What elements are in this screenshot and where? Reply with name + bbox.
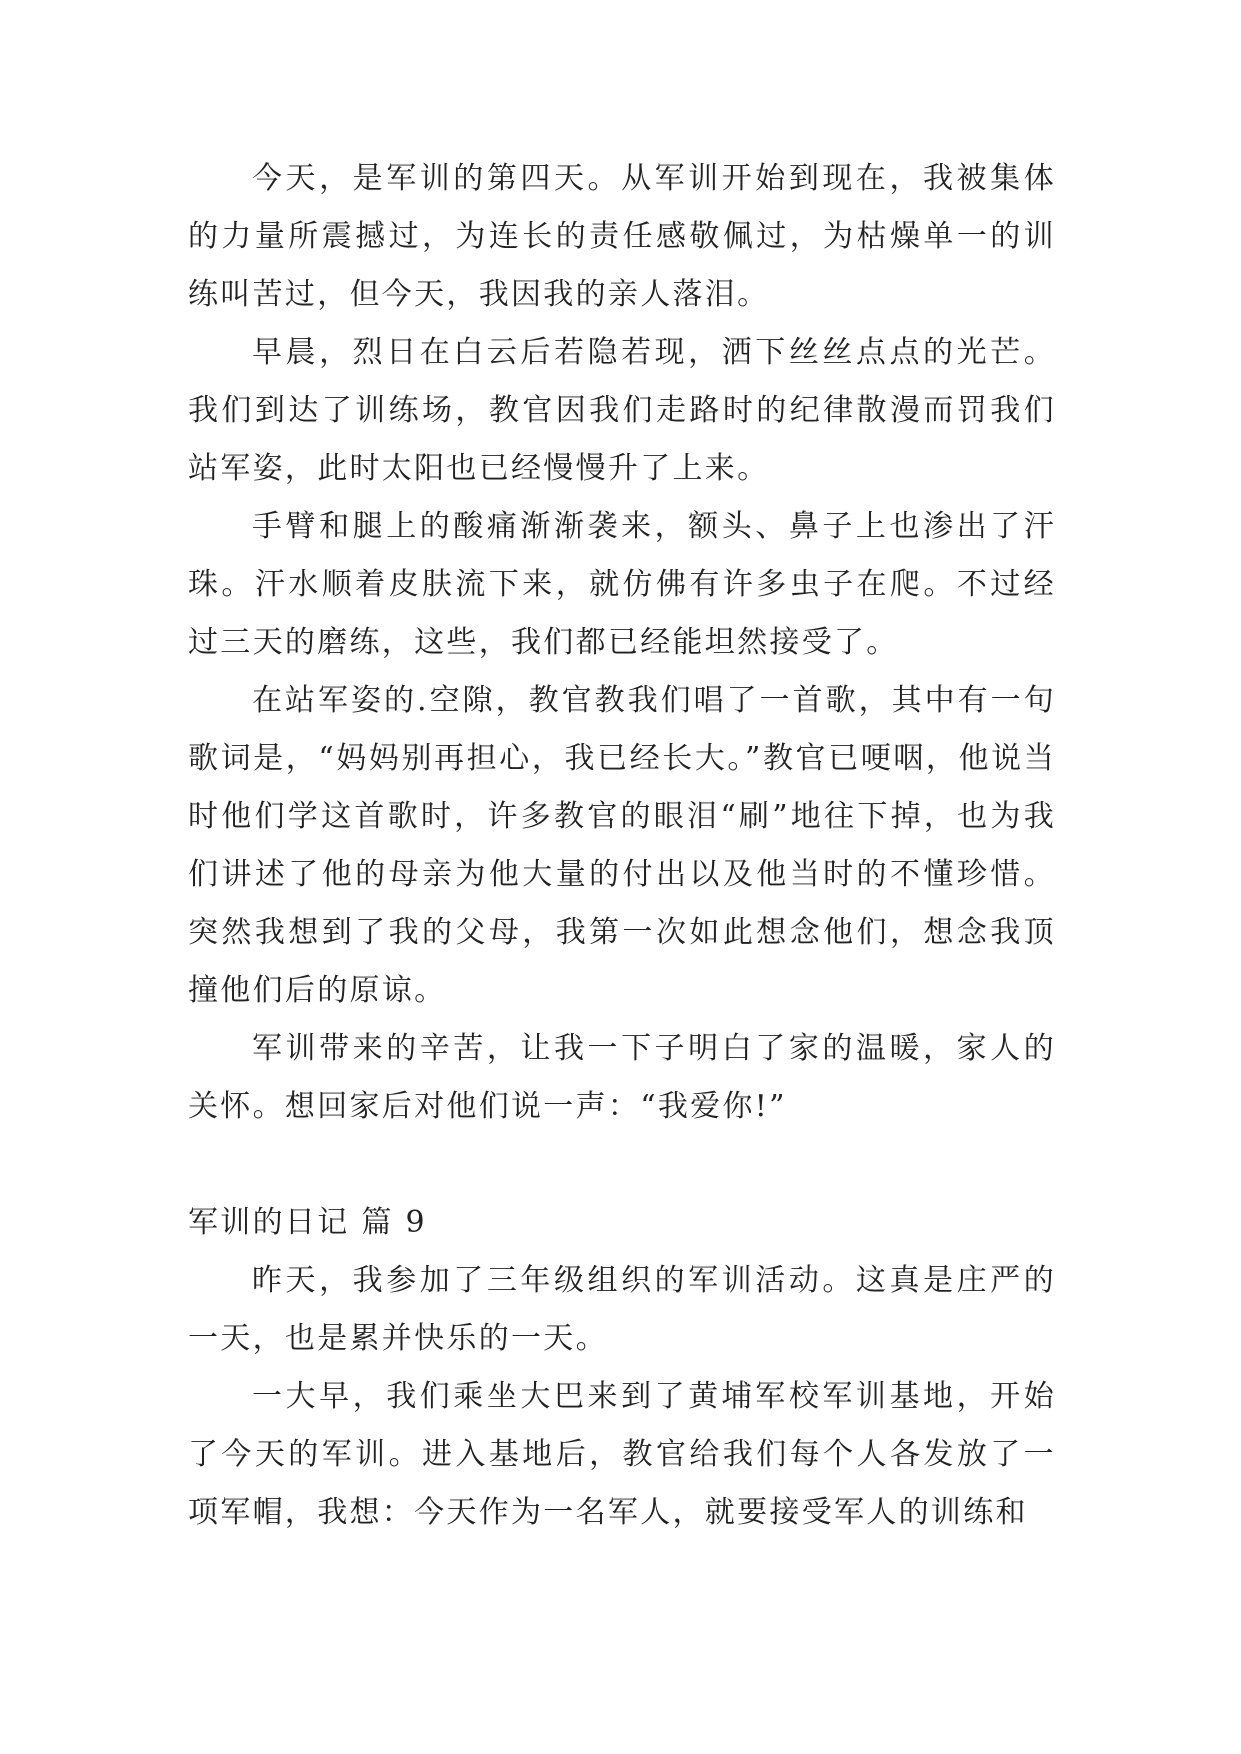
paragraph: 早晨，烈日在白云后若隐若现，洒下丝丝点点的光芒。我们到达了训练场，教官因我们走路时的纪律散漫而罚我们站军姿，此时太阳也已经慢慢升了上来。 xyxy=(188,335,1056,486)
paragraph: 一大早，我们乘坐大巴来到了黄埔军校军训基地，开始了今天的军训。进入基地后，教官给我们每个人各发放了一项军帽，我想：今天作为一名军人，就要接受军人的训练和 xyxy=(188,1379,1056,1530)
section-heading: 军训的日记 篇 9 xyxy=(188,1205,427,1240)
paragraph: 昨天，我参加了三年级组织的军训活动。这真是庄严的一天，也是累并快乐的一天。 xyxy=(188,1263,1056,1356)
paragraph: 军训带来的辛苦，让我一下子明白了家的温暖，家人的关怀。想回家后对他们说一声：“我爱你!” xyxy=(188,1031,1056,1124)
paragraph: 在站军姿的.空隙，教官教我们唱了一首歌，其中有一句歌词是，“妈妈别再担心，我已经长大。”教官已哽咽，他说当时他们学这首歌时，许多教官的眼泪“刷”地往下掉，也为我们讲述了他的母亲为他大量的付出以及他当时的不懂珍惜。突然我想到了我的父母，我第一次如此想念他们，想念我顶撞他们后的原谅。 xyxy=(188,683,1056,1008)
paragraph: 今天，是军训的第四天。从军训开始到现在，我被集体的力量所震撼过，为连长的责任感敬佩过，为枯燥单一的训练叫苦过，但今天，我因我的亲人落泪。 xyxy=(188,161,1056,312)
paragraph: 手臂和腿上的酸痛渐渐袭来，额头、鼻子上也渗出了汗珠。汗水顺着皮肤流下来，就仿佛有许多虫子在爬。不过经过三天的磨练，这些，我们都已经能坦然接受了。 xyxy=(188,509,1056,660)
document-body xyxy=(188,150,1056,1542)
